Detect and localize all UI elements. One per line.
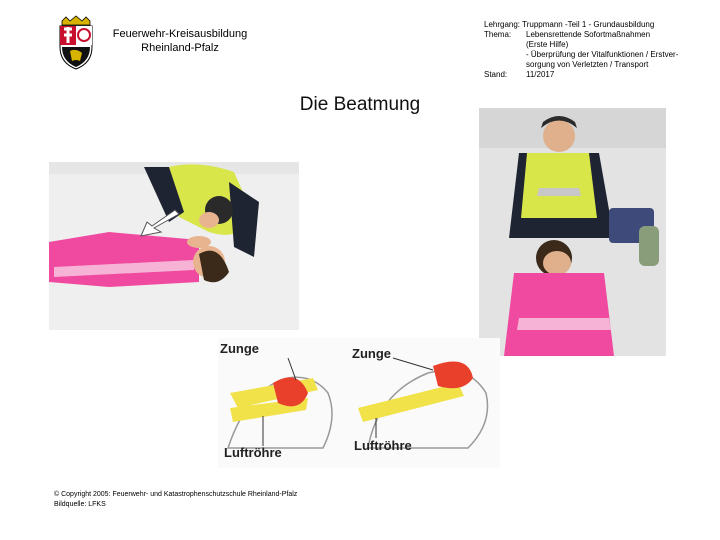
topic-label: Thema: <box>484 30 512 39</box>
course-line: Lehrgang: Truppmann -Teil 1 - Grundausbildung <box>484 20 655 29</box>
airway-check-photo <box>49 162 299 330</box>
topic-line-4: sorgung von Verletzten / Transport <box>526 60 649 69</box>
organization-name <box>100 27 260 55</box>
footer <box>54 490 454 510</box>
image-source-text: Bildquelle: LFKS <box>54 501 106 508</box>
trachea-label-right: Luftröhre <box>354 438 412 453</box>
tongue-label-right: Zunge <box>352 346 391 361</box>
tongue-label-left: Zunge <box>220 341 259 356</box>
course-info <box>484 20 709 80</box>
organization-line-1: Feuerwehr-Kreisausbildung <box>112 28 248 40</box>
rheinland-pfalz-coat-of-arms-icon <box>54 15 98 71</box>
date-value: 11/2017 <box>526 70 555 79</box>
rescuer-kneeling-photo <box>479 108 666 356</box>
topic-line-1: Lebensrettende Sofortmaßnahmen <box>526 30 651 39</box>
date-block <box>484 70 709 80</box>
slide-title: Die Beatmung <box>299 94 421 115</box>
date-label: Stand: <box>484 70 508 79</box>
trachea-label-left: Luftröhre <box>224 445 282 460</box>
airway-diagram <box>218 338 500 468</box>
topic-block <box>484 30 709 70</box>
copyright-text: © Copyright 2005: Feuerwehr- und Katastrophenschutzschule Rheinland-Pfalz <box>54 491 298 498</box>
topic-line-2: (Erste Hilfe) <box>526 40 569 49</box>
topic-line-3: - Überprüfung der Vitalfunktionen / Erstver- <box>526 50 679 59</box>
organization-line-2: Rheinland-Pfalz <box>141 42 219 54</box>
